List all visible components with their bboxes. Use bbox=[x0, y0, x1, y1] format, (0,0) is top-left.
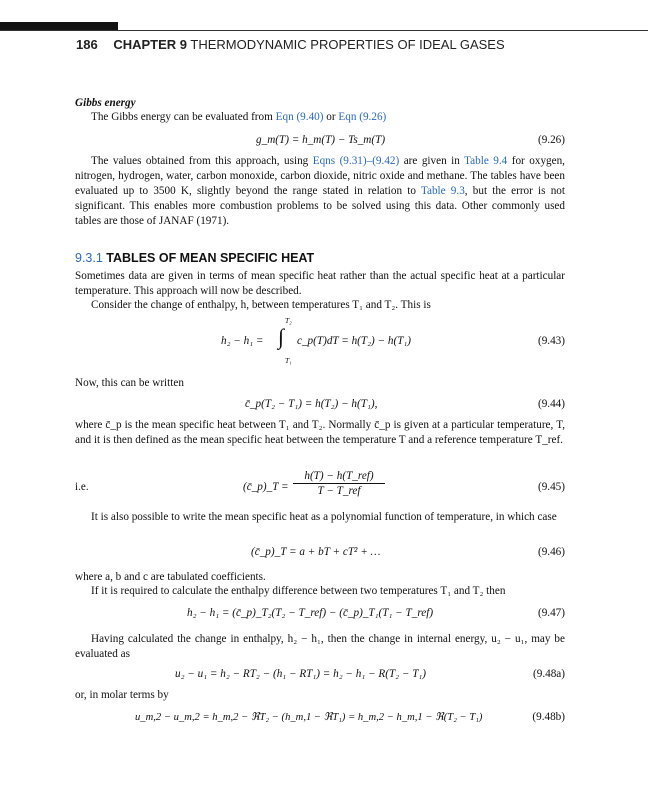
chapter-title: THERMODYNAMIC PROPERTIES OF IDEAL GASES bbox=[190, 37, 505, 52]
chapter-label: CHAPTER 9 bbox=[113, 37, 188, 52]
equation-9-45: i.e. (c̄_p)_T = h(T) − h(T_ref) T − T_ref (9.45) bbox=[75, 470, 565, 497]
eqn-ref-link[interactable]: Eqns (9.31)–(9.42) bbox=[312, 155, 400, 167]
paragraph-coefficients: where a, b and c are tabulated coefficients. bbox=[75, 571, 266, 583]
paragraph-mean-definition: where c̄_p is the mean specific heat between T₁ and T₂. Normally c̄_p is given at a particular temperature, T, and it is then defined as the mean specific heat between the temperature T and a reference temperature T_ref. bbox=[75, 419, 565, 446]
table-ref-link[interactable]: Table 9.4 bbox=[464, 155, 508, 167]
paragraph-enthalpy-difference: If it is required to calculate the enthalpy difference between two temperatures T₁ and T₂ then bbox=[91, 585, 506, 597]
gibbs-heading: Gibbs energy bbox=[75, 97, 136, 109]
paragraph-enthalpy: Consider the change of enthalpy, h, between temperatures T₁ and T₂. This is bbox=[91, 299, 431, 311]
eqn-ref-link[interactable]: Eqn (9.40) bbox=[275, 111, 324, 123]
eqn-ref-link[interactable]: Eqn (9.26) bbox=[338, 111, 387, 123]
header-rule bbox=[0, 30, 648, 31]
section-heading: 9.3.1 TABLES OF MEAN SPECIFIC HEAT bbox=[75, 251, 315, 265]
running-header bbox=[76, 37, 505, 52]
gibbs-intro: The Gibbs energy can be evaluated from Eqn (9.40) or Eqn (9.26) bbox=[91, 111, 387, 123]
paragraph-mean-specific-heat: Sometimes data are given in terms of mean specific heat rather than the actual specific heat at a particular temperature. This approach will now be described. bbox=[75, 270, 565, 297]
paragraph-now: Now, this can be written bbox=[75, 377, 184, 389]
paragraph-values: The values obtained from this approach, using Eqns (9.31)–(9.42) are given in Table 9.4 for oxygen, nitrogen, hydrogen, water, carbon monoxide, carbon dioxide, nitric oxide and methane. The tables have been evaluated up to 3500 K, slightly beyond the range stated in relation to Table 9.3, but the error is not significant. This enables more combustion problems to be solved using this data. Other commonly used tables are those of JANAF (1971). bbox=[75, 155, 565, 227]
paragraph-molar: or, in molar terms by bbox=[75, 689, 169, 701]
page-number: 186 bbox=[76, 37, 98, 52]
table-ref-link[interactable]: Table 9.3 bbox=[420, 185, 465, 197]
equation-9-43: h₂ − h₁ = T₂ ∫ T₁ c_p(T)dT = h(T₂) − h(T₁) (9.43) bbox=[221, 316, 565, 365]
paragraph-internal-energy: Having calculated the change in enthalpy, h₂ − h₁, then the change in internal energy, u₂ − u₁, may be evaluated as bbox=[75, 633, 565, 660]
paragraph-polynomial: It is also possible to write the mean specific heat as a polynomial function of temperature, in which case bbox=[91, 511, 557, 523]
